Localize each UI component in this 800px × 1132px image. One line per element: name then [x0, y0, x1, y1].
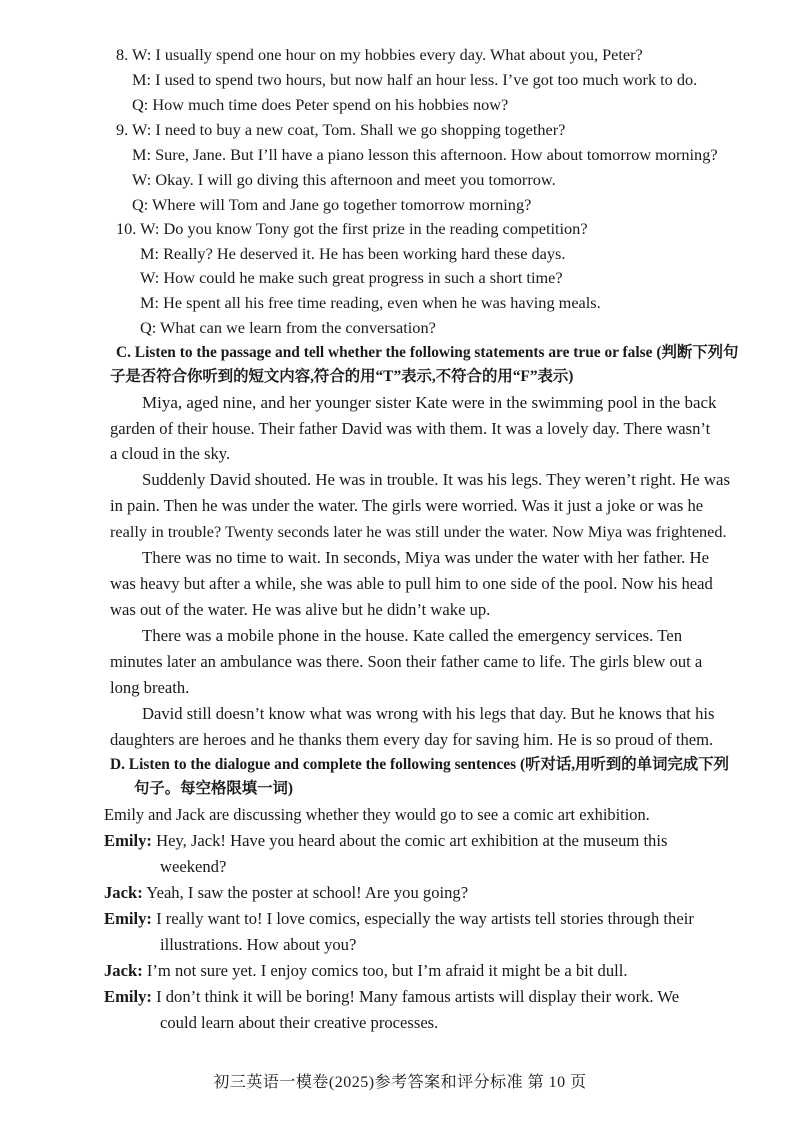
passage-line: minutes later an ambulance was there. Soon their father came to life. The girls blew out a	[110, 652, 703, 671]
dialogue-continuation: could learn about their creative processes.	[160, 1013, 439, 1032]
passage-line: There was a mobile phone in the house. Kate called the emergency services. Ten	[142, 626, 683, 645]
passage-line: was heavy but after a while, she was able to pull him to one side of the pool. Now his head	[110, 574, 713, 593]
passage-line: David still doesn’t know what was wrong with his legs that day. But he knows that his	[142, 704, 715, 723]
section-c-heading-2: 子是否符合你听到的短文内容,符合的用“T”表示,不符合的用“F”表示)	[110, 368, 574, 385]
speaker-label: Emily:	[104, 831, 152, 850]
speaker-label: Jack:	[104, 883, 143, 902]
passage-line: daughters are heroes and he thanks them every day for saving him. He is so proud of them.	[110, 730, 714, 749]
q8-question: Q: How much time does Peter spend on his hobbies now?	[132, 95, 509, 114]
q9-question: Q: Where will Tom and Jane go together tomorrow morning?	[132, 195, 532, 214]
dialogue-continuation: weekend?	[160, 857, 227, 876]
q10-line-2: M: Really? He deserved it. He has been working hard these days.	[140, 244, 566, 263]
q10-line-4: M: He spent all his free time reading, even when he was having meals.	[140, 293, 601, 312]
speaker-label: Emily:	[104, 909, 152, 928]
page-footer: 初三英语一模卷(2025)参考答案和评分标准 第 10 页	[213, 1074, 587, 1091]
passage-line: in pain. Then he was under the water. The girls were worried. Was it just a joke or was he	[110, 496, 704, 515]
q10-line-3: W: How could he make such great progress in such a short time?	[140, 268, 563, 287]
dialogue-line: Emily: I really want to! I love comics, especially the way artists tell stories through their	[104, 909, 694, 928]
q9-line-3: W: Okay. I will go diving this afternoon and meet you tomorrow.	[132, 170, 556, 189]
q9-line-1: 9. W: I need to buy a new coat, Tom. Shall we go shopping together?	[116, 120, 566, 139]
passage-line: a cloud in the sky.	[110, 444, 231, 463]
speaker-label: Jack:	[104, 961, 143, 980]
dialogue-intro: Emily and Jack are discussing whether they would go to see a comic art exhibition.	[104, 805, 650, 824]
passage-line: There was no time to wait. In seconds, Miya was under the water with her father. He	[142, 548, 710, 567]
passage-line: long breath.	[110, 678, 190, 697]
speaker-label: Emily:	[104, 987, 152, 1006]
q8-line-1: 8. W: I usually spend one hour on my hobbies every day. What about you, Peter?	[116, 45, 643, 64]
q10-question: Q: What can we learn from the conversation?	[140, 318, 436, 337]
q8-number: 8.	[116, 45, 129, 64]
dialogue-line: Jack: I’m not sure yet. I enjoy comics too, but I’m afraid it might be a bit dull.	[104, 961, 628, 980]
dialogue-line: Emily: I don’t think it will be boring! Many famous artists will display their work. We	[104, 987, 680, 1006]
passage-line: really in trouble? Twenty seconds later he was still under the water. Now Miya was frightened.	[110, 522, 727, 541]
passage-line: Suddenly David shouted. He was in trouble. It was his legs. They weren’t right. He was	[142, 470, 731, 489]
dialogue-line: Emily: Hey, Jack! Have you heard about the comic art exhibition at the museum this	[104, 831, 668, 850]
passage-line: Miya, aged nine, and her younger sister Kate were in the swimming pool in the back	[142, 393, 717, 412]
section-d-heading-1: D. Listen to the dialogue and complete the following sentences (听对话,用听到的单词完成下列	[110, 756, 730, 773]
dialogue-line: Jack: Yeah, I saw the poster at school! Are you going?	[104, 883, 469, 902]
dialogue-continuation: illustrations. How about you?	[160, 935, 357, 954]
section-d-heading-2: 句子。每空格限填一词)	[134, 780, 294, 797]
passage-line: was out of the water. He was alive but he didn’t wake up.	[110, 600, 491, 619]
q10-number: 10.	[116, 219, 137, 238]
q9-number: 9.	[116, 120, 129, 139]
q10-line-1: 10. W: Do you know Tony got the first prize in the reading competition?	[116, 219, 588, 238]
passage-line: garden of their house. Their father David was with them. It was a lovely day. There wasn’t	[110, 419, 711, 438]
q8-line-2: M: I used to spend two hours, but now half an hour less. I’ve got too much work to do.	[132, 70, 698, 89]
q9-line-2: M: Sure, Jane. But I’ll have a piano lesson this afternoon. How about tomorrow morning?	[132, 145, 718, 164]
section-c-heading-1: C. Listen to the passage and tell whether the following statements are true or false (判断下列句	[116, 344, 739, 361]
